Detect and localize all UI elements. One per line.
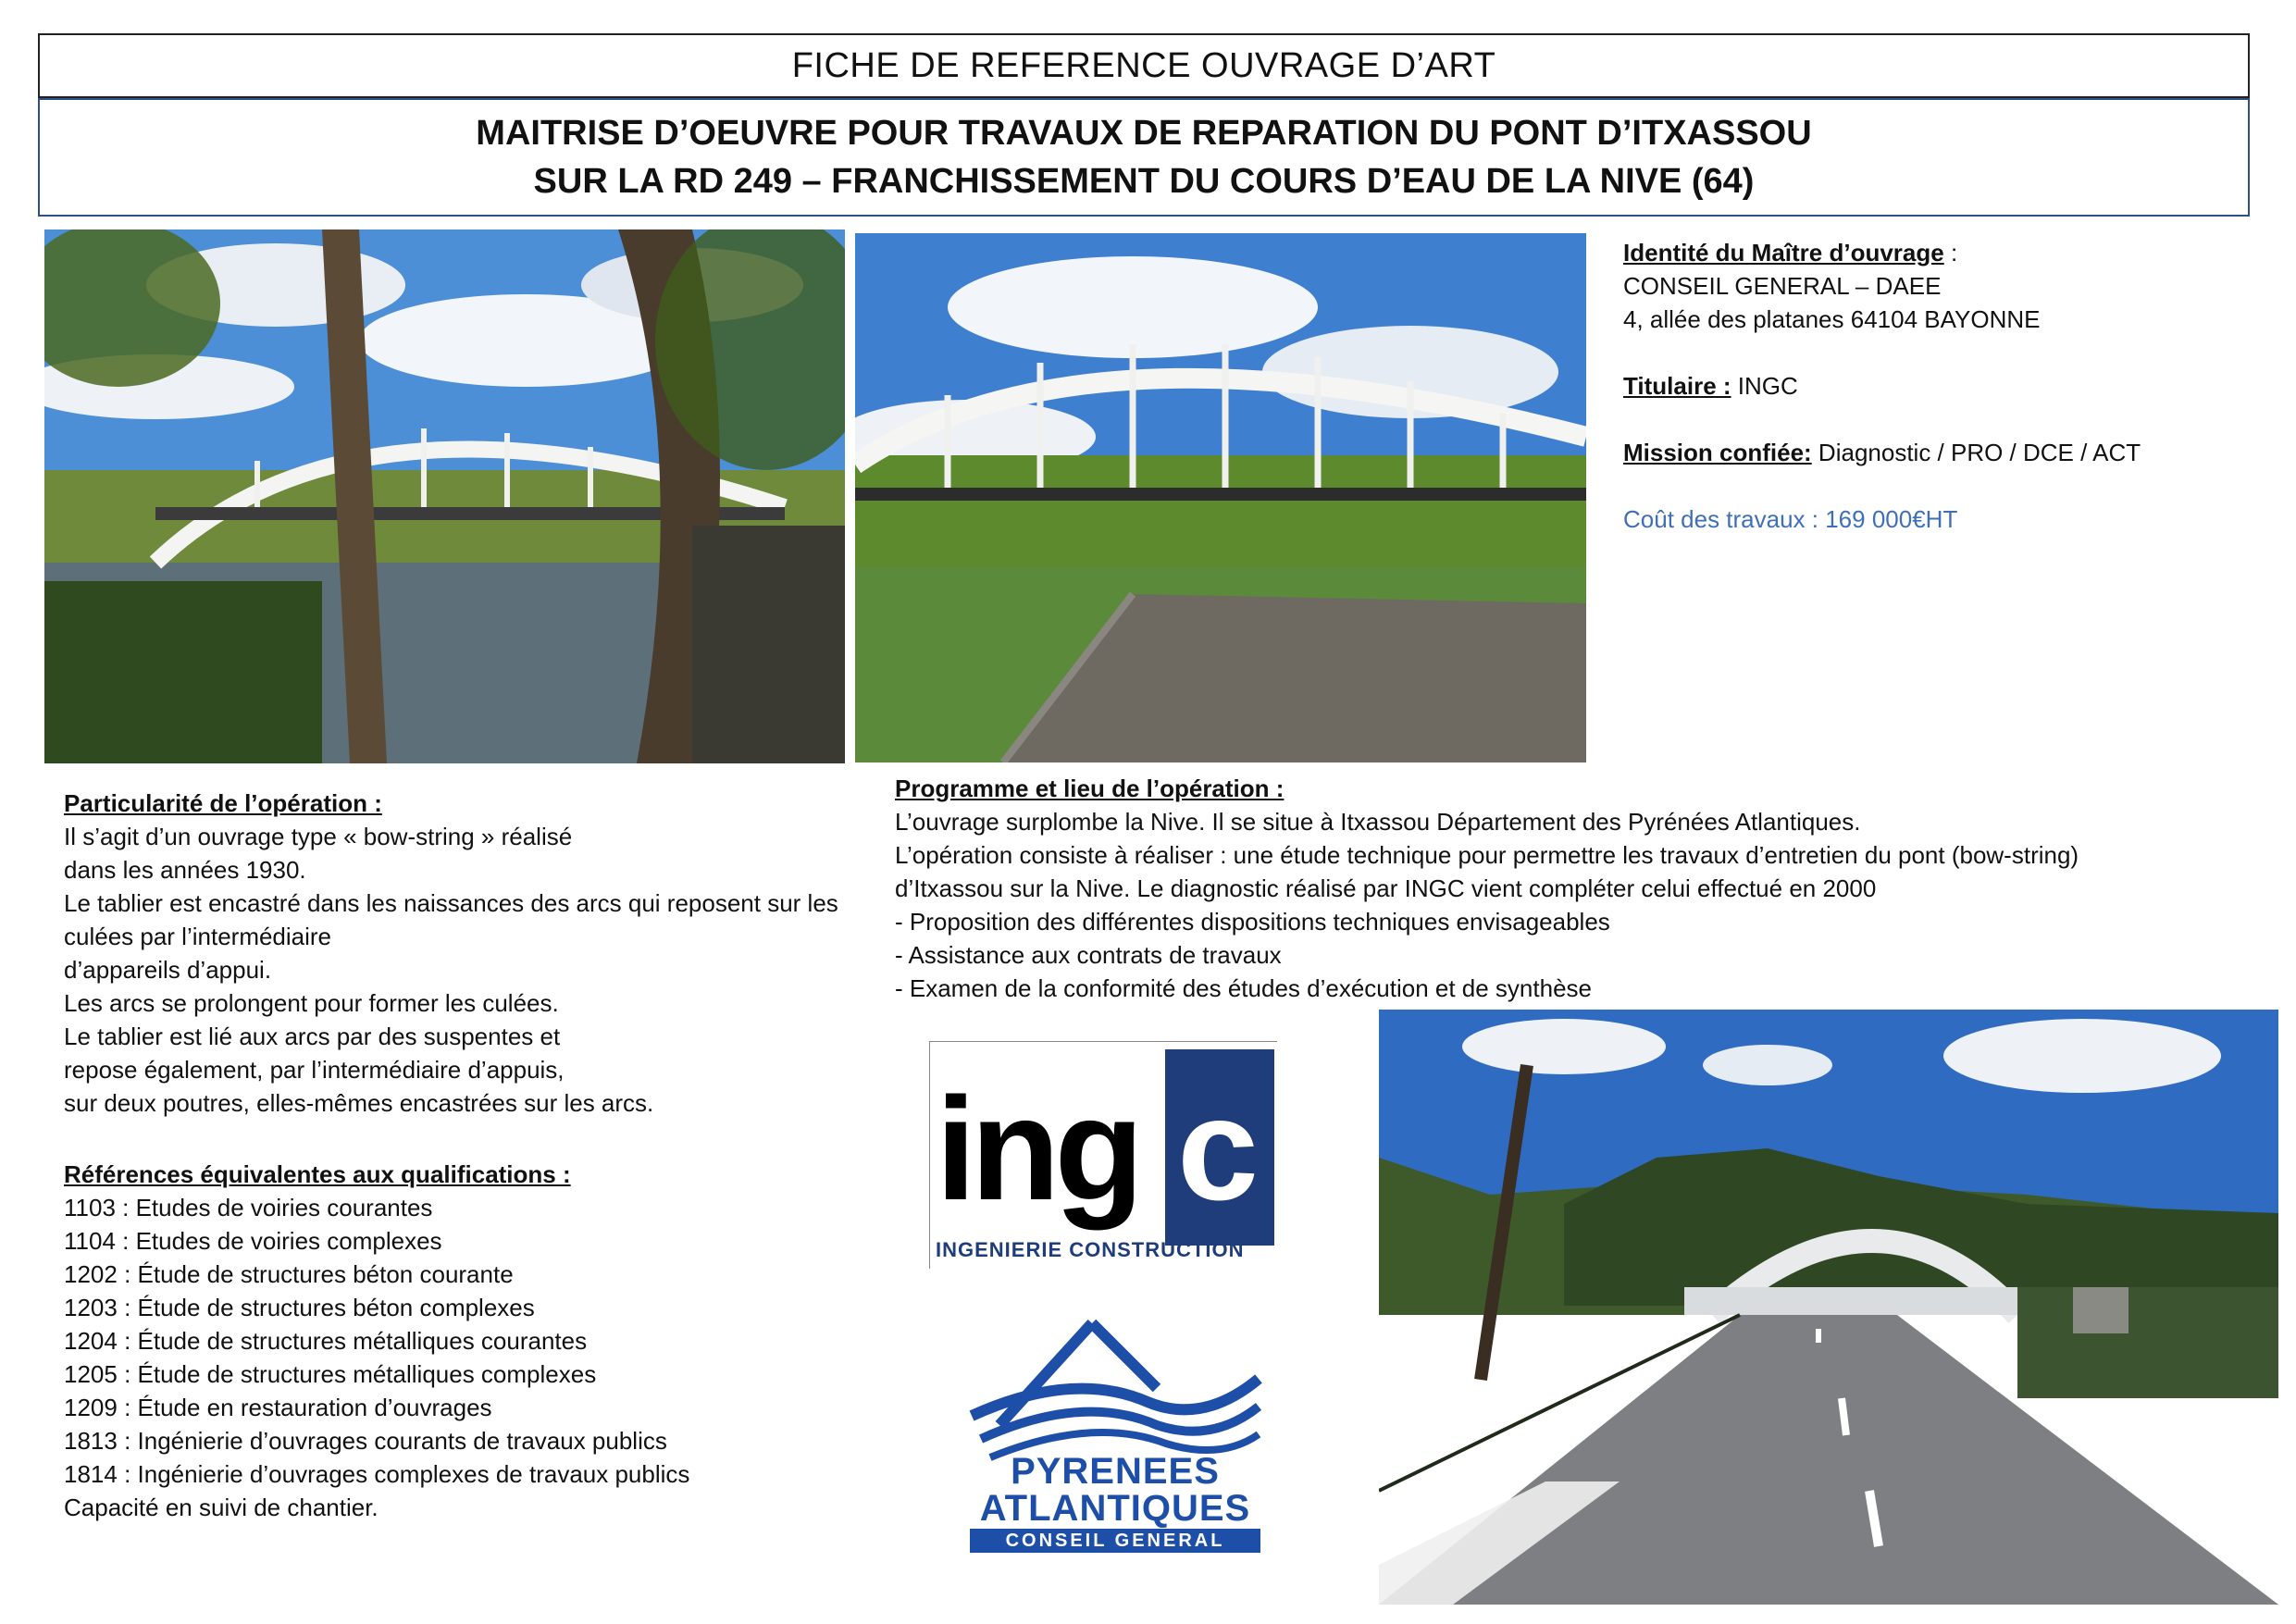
- project-title-box: [38, 98, 2250, 217]
- project-title-line-1: MAITRISE D’OEUVRE POUR TRAVAUX DE REPARATION DU PONT D’ITXASSOU: [476, 114, 1812, 153]
- mission-label: Mission confiée:: [1623, 439, 1812, 466]
- ingc-logo-c: c: [1177, 1068, 1259, 1231]
- mountain-wave-icon: [962, 1314, 1268, 1462]
- reference-line: 1203 : Étude de structures béton complexes: [64, 1294, 535, 1321]
- project-title-line-2: SUR LA RD 249 – FRANCHISSEMENT DU COURS D’EAU DE LA NIVE (64): [533, 162, 1755, 201]
- holder-line: [1623, 369, 2253, 403]
- holder-value: INGC: [1731, 372, 1798, 400]
- reference-line: 1814 : Ingénierie d’ouvrages complexes de travaux publics: [64, 1460, 690, 1488]
- reference-line: 1813 : Ingénierie d’ouvrages courants de travaux publics: [64, 1427, 667, 1455]
- document-header: [38, 33, 2250, 98]
- ingc-logo-subtitle: INGENIERIE CONSTRUCTION: [936, 1238, 1245, 1261]
- programme-title: Programme et lieu de l’opération :: [895, 775, 1285, 802]
- programme-line: d’Itxassou sur la Nive. Le diagnostic réalisé par INGC vient compléter celui effectué en 2000: [895, 874, 1877, 902]
- references-section: [64, 1158, 878, 1524]
- spacer: [1623, 403, 2253, 436]
- client-label-line: [1623, 236, 2253, 269]
- holder-label: Titulaire :: [1623, 372, 1731, 400]
- client-name: CONSEIL GENERAL – DAEE: [1623, 272, 1942, 300]
- particularite-line: Le tablier est encastré dans les naissances des arcs qui reposent sur les: [64, 889, 838, 917]
- project-info: [1623, 236, 2253, 536]
- document-type-title: FICHE DE REFERENCE OUVRAGE D’ART: [791, 45, 1496, 85]
- pa-logo-band: CONSEIL GENERAL: [970, 1529, 1260, 1553]
- particularite-section: [64, 787, 878, 1120]
- bridge-photo-road: [1379, 1010, 2278, 1605]
- particularite-line: Le tablier est lié aux arcs par des suspentes et: [64, 1023, 561, 1050]
- particularite-line: culées par l’intermédiaire: [64, 923, 332, 950]
- programme-line: - Proposition des différentes dispositions techniques envisageables: [895, 908, 1610, 936]
- particularite-line: d’appareils d’appui.: [64, 956, 272, 984]
- particularite-title: Particularité de l’opération :: [64, 789, 382, 817]
- programme-line: - Assistance aux contrats de travaux: [895, 941, 1282, 969]
- programme-section: [895, 772, 2265, 1005]
- bridge-photo-trees: [44, 229, 845, 763]
- spacer: [1623, 469, 2253, 502]
- client-address: 4, allée des platanes 64104 BAYONNE: [1623, 305, 2041, 333]
- mission-value: Diagnostic / PRO / DCE / ACT: [1811, 439, 2141, 466]
- references-title: Références équivalentes aux qualifications :: [64, 1160, 571, 1188]
- particularite-line: repose également, par l’intermédiaire d’appuis,: [64, 1056, 565, 1084]
- particularite-line: sur deux poutres, elles-mêmes encastrées sur les arcs.: [64, 1089, 654, 1117]
- pa-logo-line-2: ATLANTIQUES: [979, 1488, 1251, 1529]
- pa-logo-line-1: PYRENEES: [1011, 1451, 1220, 1492]
- reference-line: 1205 : Étude de structures métalliques complexes: [64, 1360, 597, 1388]
- programme-line: L’ouvrage surplombe la Nive. Il se situe à Itxassou Département des Pyrénées Atlantiques.: [895, 808, 1861, 836]
- reference-line: 1202 : Étude de structures béton courante: [64, 1260, 514, 1288]
- ingc-logo: [929, 1041, 1277, 1269]
- client-label: Identité du Maître d’ouvrage: [1623, 239, 1944, 267]
- spacer: [1623, 336, 2253, 369]
- particularite-line: Il s’agit d’un ouvrage type « bow-string » réalisé: [64, 823, 573, 850]
- works-cost: Coût des travaux : 169 000€HT: [1623, 505, 1958, 533]
- programme-line: - Examen de la conformité des études d’exécution et de synthèse: [895, 974, 1592, 1002]
- particularite-line: dans les années 1930.: [64, 856, 306, 884]
- reference-line: Capacité en suivi de chantier.: [64, 1494, 379, 1521]
- reference-line: 1204 : Étude de structures métalliques courantes: [64, 1327, 588, 1355]
- reference-line: 1209 : Étude en restauration d’ouvrages: [64, 1394, 492, 1421]
- programme-line: L’opération consiste à réaliser : une étude technique pour permettre les travaux d’entretien du pont (bow-string): [895, 841, 2079, 869]
- reference-line: 1104 : Etudes de voiries complexes: [64, 1227, 442, 1255]
- mission-line: [1623, 436, 2253, 469]
- pyrenees-atlantiques-logo: [962, 1314, 1268, 1555]
- client-label-sep: :: [1943, 239, 1958, 267]
- ingc-logo-letters: ing: [936, 1068, 1138, 1231]
- particularite-line: Les arcs se prolongent pour former les culées.: [64, 989, 559, 1017]
- reference-line: 1103 : Etudes de voiries courantes: [64, 1194, 433, 1221]
- bridge-photo-side: [855, 233, 1586, 762]
